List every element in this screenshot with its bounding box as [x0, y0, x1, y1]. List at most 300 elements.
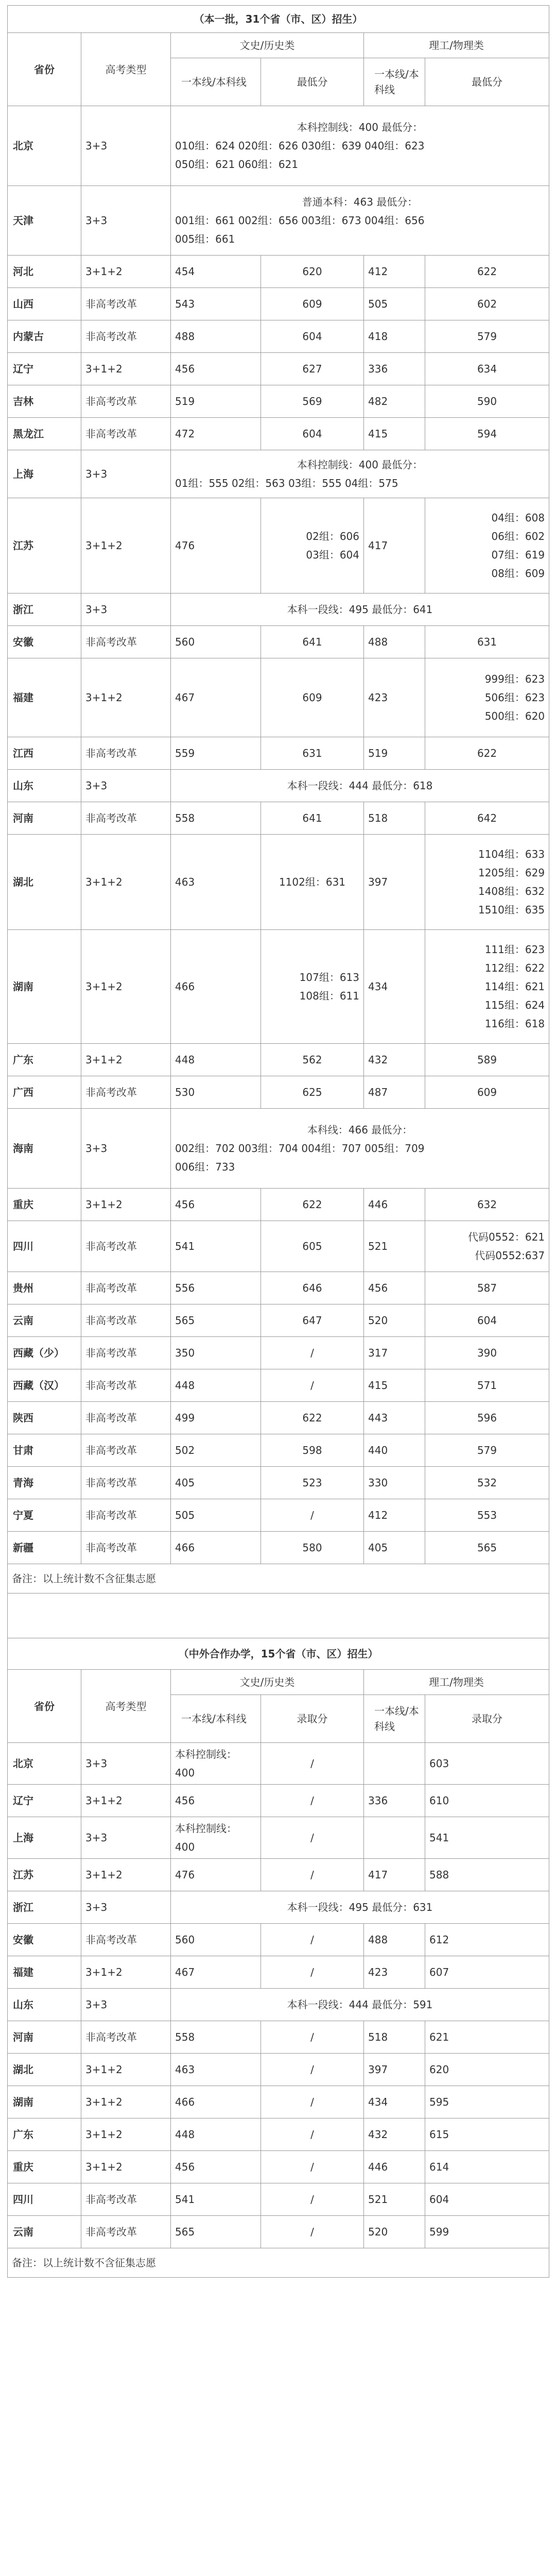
- l2-cell: 579: [425, 320, 549, 353]
- province-cell: 陕西: [8, 1402, 81, 1434]
- province-cell: 辽宁: [8, 1785, 81, 1817]
- table-row: [8, 320, 549, 353]
- gaokao-type-cell: 3+3: [81, 450, 171, 498]
- table-row: [8, 353, 549, 385]
- l2-cell: 631: [425, 626, 549, 658]
- w2-cell: 562: [261, 1044, 364, 1076]
- header-gaokao-type: 高考类型: [81, 33, 171, 106]
- w2-cell: /: [261, 1859, 364, 1891]
- footnote: 备注：以上统计数不含征集志愿: [8, 2248, 549, 2278]
- l1-cell: 434: [364, 930, 425, 1044]
- l2-cell: 589: [425, 1044, 549, 1076]
- gaokao-type-cell: 非高考改革: [81, 1532, 171, 1564]
- l2-cell: 622: [425, 256, 549, 288]
- l1-cell: 423: [364, 658, 425, 737]
- l2-cell: 615: [425, 2119, 549, 2151]
- w2-cell: 1102组：631: [261, 835, 364, 930]
- w1-cell: 543: [171, 288, 261, 320]
- l2-cell: 620: [425, 2054, 549, 2086]
- province-cell: 辽宁: [8, 353, 81, 385]
- l2-cell: 612: [425, 1924, 549, 1956]
- gaokao-type-cell: 3+3: [81, 1109, 171, 1189]
- section2-title: （中外合作办学，15个省（市、区）招生）: [8, 1638, 549, 1670]
- l1-cell: 432: [364, 2119, 425, 2151]
- w2-cell: 620: [261, 256, 364, 288]
- province-cell: 黑龙江: [8, 418, 81, 450]
- gaokao-type-cell: 非高考改革: [81, 2216, 171, 2248]
- l1-cell: 520: [364, 1304, 425, 1337]
- w1-cell: 463: [171, 2054, 261, 2086]
- w2-cell: /: [261, 1924, 364, 1956]
- gaokao-type-cell: 3+3: [81, 1817, 171, 1859]
- province-cell: 浙江: [8, 1891, 81, 1924]
- w1-cell: 565: [171, 1304, 261, 1337]
- table-row: [8, 2216, 549, 2248]
- section1-title: （本一批，31个省（市、区）招生）: [8, 6, 549, 33]
- l2-line: 115组：624: [484, 999, 545, 1011]
- merged-score-line: 本科一段线：495 最低分：631: [287, 1901, 433, 1913]
- table-row: [8, 802, 549, 835]
- l2-cell: 603: [425, 1743, 549, 1785]
- province-cell: 山东: [8, 770, 81, 802]
- gaokao-type-cell: 非高考改革: [81, 1337, 171, 1369]
- section1-title-row: [8, 6, 549, 33]
- l2-line: 04组：608: [491, 512, 545, 524]
- w2-cell: /: [261, 1337, 364, 1369]
- gaokao-type-cell: 非高考改革: [81, 1402, 171, 1434]
- w2-cell: 631: [261, 737, 364, 770]
- table-row: [8, 186, 549, 256]
- merged-score-line: 本科线：466 最低分：: [307, 1124, 413, 1136]
- merged-score-cell: [171, 770, 549, 802]
- table-row: [8, 1304, 549, 1337]
- w2-cell: /: [261, 1785, 364, 1817]
- province-cell: 四川: [8, 2183, 81, 2216]
- l2-line: 代码0552：621: [467, 1231, 545, 1243]
- table-row: [8, 1989, 549, 2021]
- gaokao-type-cell: 非高考改革: [81, 320, 171, 353]
- l1-cell: 336: [364, 1785, 425, 1817]
- province-cell: 湖北: [8, 835, 81, 930]
- table-row: [8, 288, 549, 320]
- gaokao-type-cell: 非高考改革: [81, 288, 171, 320]
- l2-cell: 634: [425, 353, 549, 385]
- w2-cell: /: [261, 2021, 364, 2054]
- l2-cell: 622: [425, 737, 549, 770]
- l1-cell: 482: [364, 385, 425, 418]
- header-min: 录取分: [425, 1695, 549, 1743]
- l1-cell: 440: [364, 1434, 425, 1467]
- l1-cell: [364, 1743, 425, 1785]
- gaokao-type-cell: 非高考改革: [81, 1272, 171, 1304]
- l2-cell: 642: [425, 802, 549, 835]
- w1-cell: 530: [171, 1076, 261, 1109]
- l2-cell: 565: [425, 1532, 549, 1564]
- l2-cell: 587: [425, 1272, 549, 1304]
- l2-cell: 532: [425, 1467, 549, 1499]
- w2-cell: /: [261, 1499, 364, 1532]
- w1-cell: 472: [171, 418, 261, 450]
- province-cell: 上海: [8, 450, 81, 498]
- spacer-cell: [8, 1594, 549, 1638]
- w2-line: 108组：611: [299, 990, 359, 1002]
- l1-cell: 488: [364, 1924, 425, 1956]
- table-row: [8, 1189, 549, 1221]
- l1-cell: 417: [364, 498, 425, 594]
- l2-line: 500组：620: [484, 710, 545, 722]
- table-row: [8, 1221, 549, 1272]
- province-cell: 江苏: [8, 1859, 81, 1891]
- w2-cell: [261, 498, 364, 594]
- gaokao-type-cell: 3+1+2: [81, 1785, 171, 1817]
- merged-score-cell: [171, 1109, 549, 1189]
- table-row: [8, 1785, 549, 1817]
- w2-cell: 609: [261, 658, 364, 737]
- header-gaokao-type: 高考类型: [81, 1670, 171, 1743]
- section-spacer: [8, 1594, 549, 1638]
- gaokao-type-cell: 3+1+2: [81, 1044, 171, 1076]
- table-row: [8, 737, 549, 770]
- table-row: [8, 2119, 549, 2151]
- w2-cell: /: [261, 2054, 364, 2086]
- w1-cell: 559: [171, 737, 261, 770]
- l1-cell: 434: [364, 2086, 425, 2119]
- w2-cell: /: [261, 2183, 364, 2216]
- merged-score-cell: [171, 594, 549, 626]
- w1-cell: 476: [171, 498, 261, 594]
- l1-cell: 518: [364, 802, 425, 835]
- l2-cell: 594: [425, 418, 549, 450]
- w2-cell: 604: [261, 418, 364, 450]
- header-li: 理工/物理类: [364, 1670, 549, 1695]
- l2-line: 111组：623: [484, 943, 545, 956]
- merged-score-line: 普通本科：463 最低分：: [302, 196, 418, 208]
- header-province: 省份: [8, 33, 81, 106]
- l2-line: 112组：622: [484, 962, 545, 974]
- province-cell: 西藏（少）: [8, 1337, 81, 1369]
- l2-line: 08组：609: [491, 567, 545, 580]
- section2-title-row: [8, 1638, 549, 1670]
- w1-cell: 560: [171, 1924, 261, 1956]
- province-cell: 甘肃: [8, 1434, 81, 1467]
- l1-cell: 443: [364, 1402, 425, 1434]
- w2-cell: /: [261, 2216, 364, 2248]
- w1-cell: 350: [171, 1337, 261, 1369]
- province-cell: 山西: [8, 288, 81, 320]
- table-row: [8, 498, 549, 594]
- l1-cell: 446: [364, 1189, 425, 1221]
- l1-cell: 487: [364, 1076, 425, 1109]
- merged-score-line: 002组：702 003组：704 004组：707 005组：709: [175, 1142, 425, 1155]
- province-cell: 湖南: [8, 930, 81, 1044]
- l1-cell: 417: [364, 1859, 425, 1891]
- province-cell: 云南: [8, 2216, 81, 2248]
- w1-cell: 499: [171, 1402, 261, 1434]
- l2-line: 07组：619: [491, 549, 545, 561]
- l1-cell: 521: [364, 1221, 425, 1272]
- w2-cell: 580: [261, 1532, 364, 1564]
- l2-cell: 614: [425, 2151, 549, 2183]
- w1-cell: 556: [171, 1272, 261, 1304]
- province-cell: 重庆: [8, 2151, 81, 2183]
- w1-cell: 456: [171, 2151, 261, 2183]
- w2-cell: /: [261, 1743, 364, 1785]
- w2-line: 03组：604: [306, 549, 359, 561]
- gaokao-type-cell: 3+1+2: [81, 256, 171, 288]
- merged-score-line: 01组：555 02组：563 03组：555 04组：575: [175, 477, 398, 489]
- w1-cell: 本科控制线：400: [171, 1743, 261, 1785]
- gaokao-type-cell: 非高考改革: [81, 2183, 171, 2216]
- gaokao-type-cell: 非高考改革: [81, 1434, 171, 1467]
- table-row: [8, 2021, 549, 2054]
- l2-cell: 599: [425, 2216, 549, 2248]
- merged-score-cell: [171, 450, 549, 498]
- w2-cell: /: [261, 1956, 364, 1989]
- w2-cell: 604: [261, 320, 364, 353]
- l2-cell: 609: [425, 1076, 549, 1109]
- l1-cell: 446: [364, 2151, 425, 2183]
- l2-cell: 595: [425, 2086, 549, 2119]
- l1-cell: 317: [364, 1337, 425, 1369]
- merged-score-line: 本科一段线：495 最低分：641: [287, 603, 433, 616]
- l1-cell: 397: [364, 2054, 425, 2086]
- l1-cell: 336: [364, 353, 425, 385]
- w2-cell: /: [261, 1817, 364, 1859]
- province-cell: 北京: [8, 106, 81, 186]
- table-row: [8, 1532, 549, 1564]
- province-cell: 河南: [8, 2021, 81, 2054]
- gaokao-type-cell: 3+1+2: [81, 2054, 171, 2086]
- l2-line: 1205组：629: [478, 867, 545, 879]
- l1-cell: 488: [364, 626, 425, 658]
- gaokao-type-cell: 非高考改革: [81, 802, 171, 835]
- gaokao-type-cell: 非高考改革: [81, 626, 171, 658]
- l2-line: 1104组：633: [478, 848, 545, 860]
- l2-line: 116组：618: [484, 1018, 545, 1030]
- merged-score-cell: [171, 106, 549, 186]
- gaokao-type-cell: 3+3: [81, 594, 171, 626]
- l2-cell: 579: [425, 1434, 549, 1467]
- l1-cell: 432: [364, 1044, 425, 1076]
- l2-cell: 596: [425, 1402, 549, 1434]
- table-row: [8, 1817, 549, 1859]
- l1-cell: 412: [364, 256, 425, 288]
- section2-header-row: [8, 1670, 549, 1695]
- table-row: [8, 1109, 549, 1189]
- gaokao-type-cell: 3+1+2: [81, 1956, 171, 1989]
- province-cell: 四川: [8, 1221, 81, 1272]
- table-row: [8, 1859, 549, 1891]
- w2-cell: 523: [261, 1467, 364, 1499]
- w1-cell: 565: [171, 2216, 261, 2248]
- w1-cell: 560: [171, 626, 261, 658]
- l1-cell: 415: [364, 418, 425, 450]
- l2-cell: 590: [425, 385, 549, 418]
- table-row: [8, 2086, 549, 2119]
- l1-cell: 423: [364, 1956, 425, 1989]
- table-row: [8, 106, 549, 186]
- province-cell: 河南: [8, 802, 81, 835]
- w2-cell: 598: [261, 1434, 364, 1467]
- province-cell: 北京: [8, 1743, 81, 1785]
- gaokao-type-cell: 非高考改革: [81, 385, 171, 418]
- gaokao-type-cell: 非高考改革: [81, 737, 171, 770]
- l2-line: 06组：602: [491, 530, 545, 543]
- section2-note-row: [8, 2248, 549, 2278]
- header-province: 省份: [8, 1670, 81, 1743]
- gaokao-type-cell: 3+1+2: [81, 1189, 171, 1221]
- l2-line: 506组：623: [484, 691, 545, 704]
- w1-cell: 488: [171, 320, 261, 353]
- gaokao-type-cell: 3+1+2: [81, 835, 171, 930]
- l2-cell: 607: [425, 1956, 549, 1989]
- gaokao-type-cell: 3+1+2: [81, 498, 171, 594]
- merged-score-line: 005组：661: [175, 233, 235, 245]
- gaokao-type-cell: 3+1+2: [81, 2151, 171, 2183]
- province-cell: 内蒙古: [8, 320, 81, 353]
- gaokao-type-cell: 非高考改革: [81, 418, 171, 450]
- l1-cell: [364, 1817, 425, 1859]
- gaokao-type-cell: 3+3: [81, 1891, 171, 1924]
- section1-header-row: [8, 33, 549, 58]
- w2-line: 107组：613: [299, 971, 359, 984]
- gaokao-type-cell: 3+1+2: [81, 1859, 171, 1891]
- section1-note-row: [8, 1564, 549, 1594]
- province-cell: 福建: [8, 658, 81, 737]
- w1-cell: 454: [171, 256, 261, 288]
- w2-line: 02组：606: [306, 530, 359, 543]
- table-row: [8, 1076, 549, 1109]
- l2-cell: 541: [425, 1817, 549, 1859]
- table-row: [8, 1743, 549, 1785]
- l1-cell: 521: [364, 2183, 425, 2216]
- w2-cell: /: [261, 2119, 364, 2151]
- table-row: [8, 1467, 549, 1499]
- w1-cell: 519: [171, 385, 261, 418]
- province-cell: 江苏: [8, 498, 81, 594]
- table-row: [8, 658, 549, 737]
- header-min: 最低分: [425, 58, 549, 106]
- w1-cell: 558: [171, 802, 261, 835]
- w1-cell: 558: [171, 2021, 261, 2054]
- merged-score-line: 001组：661 002组：656 003组：673 004组：656: [175, 214, 425, 227]
- header-benke: 一本线/本科线: [171, 58, 261, 106]
- w1-cell: 541: [171, 2183, 261, 2216]
- table-row: [8, 1924, 549, 1956]
- table-row: [8, 835, 549, 930]
- merged-score-line: 010组：624 020组：626 030组：639 040组：623: [175, 140, 425, 152]
- w2-cell: 609: [261, 288, 364, 320]
- province-cell: 贵州: [8, 1272, 81, 1304]
- province-cell: 新疆: [8, 1532, 81, 1564]
- w1-cell: 456: [171, 353, 261, 385]
- province-cell: 重庆: [8, 1189, 81, 1221]
- l1-cell: 418: [364, 320, 425, 353]
- gaokao-type-cell: 非高考改革: [81, 2021, 171, 2054]
- merged-score-cell: [171, 1891, 549, 1924]
- w1-cell: 467: [171, 658, 261, 737]
- l2-cell: [425, 498, 549, 594]
- l1-cell: 397: [364, 835, 425, 930]
- w2-cell: 605: [261, 1221, 364, 1272]
- w2-cell: 647: [261, 1304, 364, 1337]
- l2-cell: [425, 930, 549, 1044]
- w1-cell: 467: [171, 1956, 261, 1989]
- table-row: [8, 1402, 549, 1434]
- gaokao-type-cell: 非高考改革: [81, 1924, 171, 1956]
- l2-line: 999组：623: [484, 673, 545, 685]
- province-cell: 宁夏: [8, 1499, 81, 1532]
- w1-cell: 405: [171, 1467, 261, 1499]
- province-cell: 天津: [8, 186, 81, 256]
- table-row: [8, 1956, 549, 1989]
- l2-cell: 621: [425, 2021, 549, 2054]
- admission-table: [7, 5, 549, 2278]
- merged-score-line: 050组：621 060组：621: [175, 158, 299, 171]
- province-cell: 湖南: [8, 2086, 81, 2119]
- w1-cell: 448: [171, 2119, 261, 2151]
- table-row: [8, 1337, 549, 1369]
- merged-score-line: 本科一段线：444 最低分：618: [287, 779, 433, 792]
- merged-score-line: 本科控制线：400 最低分：: [297, 459, 423, 471]
- l2-cell: 588: [425, 1859, 549, 1891]
- table-row: [8, 930, 549, 1044]
- w2-cell: 641: [261, 802, 364, 835]
- w2-cell: /: [261, 2151, 364, 2183]
- gaokao-type-cell: 3+3: [81, 1989, 171, 2021]
- w1-cell: 476: [171, 1859, 261, 1891]
- l2-cell: [425, 658, 549, 737]
- table-row: [8, 626, 549, 658]
- w2-cell: 627: [261, 353, 364, 385]
- province-cell: 青海: [8, 1467, 81, 1499]
- w1-cell: 466: [171, 2086, 261, 2119]
- table-row: [8, 1499, 549, 1532]
- merged-score-cell: [171, 1989, 549, 2021]
- table-row: [8, 1891, 549, 1924]
- l1-cell: 520: [364, 2216, 425, 2248]
- l2-line: 1510组：635: [478, 904, 545, 916]
- table-row: [8, 1369, 549, 1402]
- l2-cell: 571: [425, 1369, 549, 1402]
- l1-cell: 330: [364, 1467, 425, 1499]
- w2-cell: 569: [261, 385, 364, 418]
- province-cell: 吉林: [8, 385, 81, 418]
- footnote: 备注：以上统计数不含征集志愿: [8, 1564, 549, 1594]
- w1-cell: 448: [171, 1369, 261, 1402]
- gaokao-type-cell: 3+1+2: [81, 2119, 171, 2151]
- l2-line: 114组：621: [484, 980, 545, 993]
- table-row: [8, 594, 549, 626]
- merged-score-line: 006组：733: [175, 1161, 235, 1173]
- w1-cell: 505: [171, 1499, 261, 1532]
- l2-cell: 604: [425, 1304, 549, 1337]
- gaokao-type-cell: 非高考改革: [81, 1076, 171, 1109]
- header-min: 录取分: [261, 1695, 364, 1743]
- province-cell: 广东: [8, 1044, 81, 1076]
- w2-cell: /: [261, 1369, 364, 1402]
- l2-cell: 602: [425, 288, 549, 320]
- table-row: [8, 1434, 549, 1467]
- l2-cell: 604: [425, 2183, 549, 2216]
- header-wen: 文史/历史类: [171, 33, 364, 58]
- w1-cell: 466: [171, 930, 261, 1044]
- gaokao-type-cell: 3+1+2: [81, 2086, 171, 2119]
- w2-cell: [261, 930, 364, 1044]
- gaokao-type-cell: 3+1+2: [81, 658, 171, 737]
- w1-cell: 本科控制线：400: [171, 1817, 261, 1859]
- gaokao-type-cell: 3+1+2: [81, 930, 171, 1044]
